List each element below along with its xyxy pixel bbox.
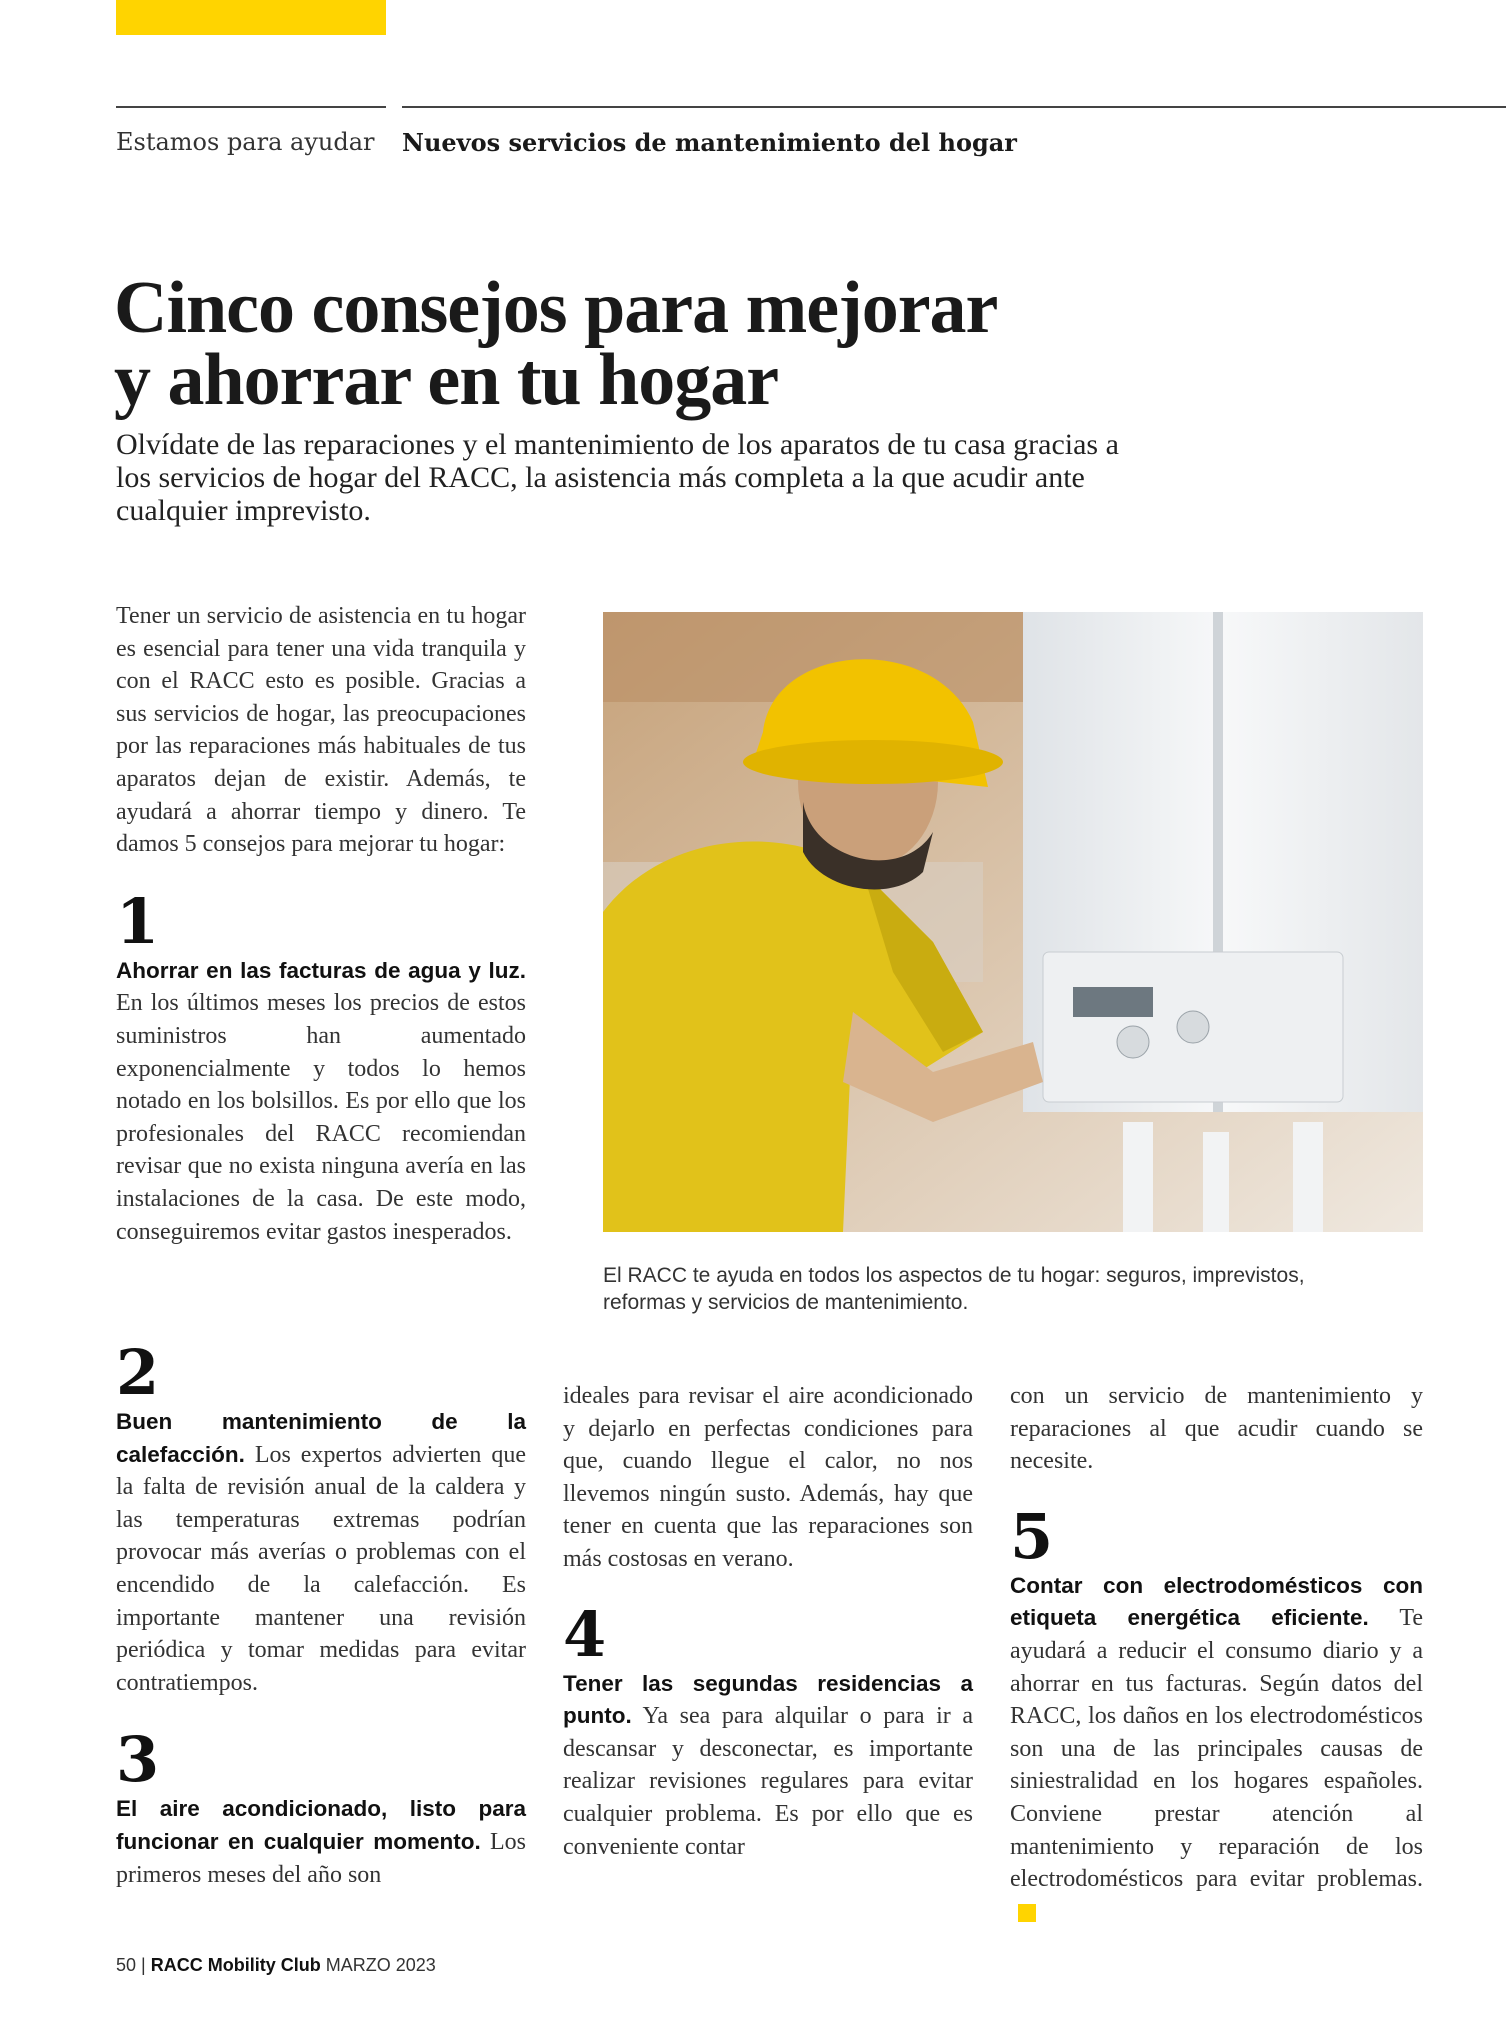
column-1-top — [116, 600, 526, 1248]
topic-label: Nuevos servicios de mantenimiento del hogar — [402, 128, 1017, 157]
page-footer — [116, 1955, 436, 1976]
tip-5-heading: Contar con electrodomésticos con etiqueta energética eficiente. — [1010, 1572, 1423, 1631]
article-photo — [603, 612, 1423, 1232]
technician-boiler-illustration — [603, 612, 1423, 1232]
tip-2-body: Los expertos advierten que la falta de revisión anual de la caldera y las temperaturas extremas podrían provocar más averías o problemas con el encendido de la calefacción. Es importante mantener una revisión periódica y tomar medidas para evitar contratiempos. — [116, 1441, 526, 1696]
accent-bar — [116, 0, 386, 35]
tip-4-number: 4 — [563, 1597, 607, 1671]
tip-3-number: 3 — [116, 1723, 160, 1797]
tip-4-heading: Tener las segundas residencias a punto. — [563, 1670, 973, 1729]
title-line-1: Cinco consejos para mejorar — [114, 267, 998, 349]
footer-issue: MARZO 2023 — [325, 1955, 436, 1975]
tip-2-heading: Buen mantenimiento de la calefacción. — [116, 1409, 526, 1467]
tip-5-text — [1010, 1570, 1423, 1929]
tip-5-number: 5 — [1010, 1499, 1054, 1573]
footer-separator: | — [141, 1955, 146, 1975]
tip-3-text — [116, 1793, 526, 1891]
tip-1-heading: Ahorrar en las facturas de agua y luz. — [116, 957, 526, 983]
footer-brand: RACC Mobility Club — [150, 1955, 321, 1975]
title-line-2: y ahorrar en tu hogar — [114, 339, 779, 421]
end-of-article-mark — [1018, 1904, 1036, 1922]
header-rule-right — [402, 106, 1506, 108]
column-1-bottom — [116, 1336, 527, 1891]
tip-2-number: 2 — [116, 1336, 160, 1409]
tip-3-heading: El aire acondicionado, listo para funcionar en cualquier momento. — [116, 1796, 526, 1854]
tip-5-body: Te ayudará a reducir el consumo diario y a ahorrar en tus facturas. Según datos del RACC, los daños en los electrodomésticos son una de las principales causas de siniestralidad en los hogares españoles. Conviene prestar atención al mantenimiento y reparación de los electrodomésticos para evitar problemas. — [1010, 1605, 1423, 1893]
intro-paragraph: Tener un servicio de asistencia en tu hogar es esencial para tener una vida tranquila y con el RACC esto es posible. Gracias a sus servicios de hogar, las preocupaciones por las reparaciones más habituales de tus aparatos dejan de existir. Además, te ayudará a ahorrar tiempo y dinero. Te damos 5 consejos para mejorar tu hogar: — [116, 603, 526, 858]
photo-caption: El RACC te ayuda en todos los aspectos de tu hogar: seguros, imprevistos, reformas y servicios de mantenimiento. — [603, 1264, 1305, 1314]
page-number: 50 — [116, 1955, 137, 1975]
article-subtitle: Olvídate de las reparaciones y el mantenimiento de los aparatos de tu casa gracias a los servicios de hogar del RACC, la asistencia más completa a la que acudir ante cualquier imprevisto. — [116, 428, 1119, 527]
tip-3-body-continued: ideales para revisar el aire acondicionado y dejarlo en perfectas condiciones para que, cuando llegue el calor, no nos llevemos ningún susto. Además, hay que tener en cuenta que las reparaciones son más costosas en verano. — [563, 1383, 973, 1572]
column-2 — [563, 1380, 973, 1863]
column-3 — [1010, 1380, 1423, 1928]
tip-4-body-start: Ya sea para alquilar o para ir a descansar y desconectar, es importante realizar revisiones regulares para evitar cualquier problema. Es por ello que es conveniente contar — [563, 1703, 973, 1860]
tip-1-body: En los últimos meses los precios de estos suministros han aumentado exponencialmente y todos lo hemos notado en los bolsillos. Es por ello que los profesionales del RACC recomiendan revisar que no exista ninguna avería en las instalaciones de la casa. De este modo, conseguiremos evitar gastos inesperados. — [116, 990, 526, 1245]
tip-2-text — [116, 1406, 526, 1699]
tip-4-text — [563, 1668, 973, 1864]
tip-3-body-start: Los primeros meses del año son — [116, 1828, 527, 1888]
tip-4-body-continued: con un servicio de mantenimiento y reparaciones al que acudir cuando se necesite. — [1010, 1383, 1423, 1475]
section-label: Estamos para ayudar — [116, 128, 375, 156]
tip-1-number: 1 — [116, 884, 160, 958]
article-title — [114, 267, 1214, 421]
header-rule-left — [116, 106, 386, 108]
tip-1-text — [116, 955, 526, 1248]
